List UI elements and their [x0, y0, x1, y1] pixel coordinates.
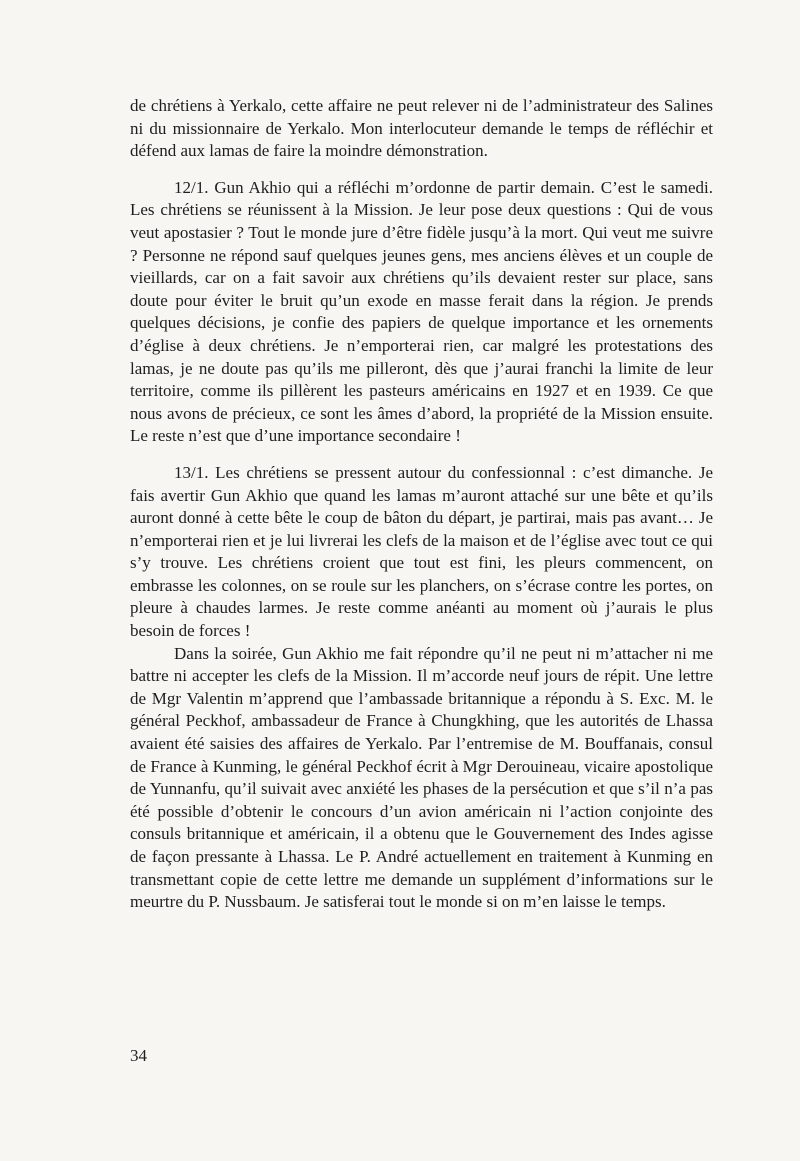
page-number: 34	[130, 1046, 147, 1065]
paragraph-4: Dans la soirée, Gun Akhio me fait répondre qu’il ne peut ni m’attacher ni me battre ni accepter les clefs de la Mission. Il m’accorde neuf jours de répit. Une lettre de Mgr Valentin m’apprend que l’ambassade britannique a répondu à S. Exc. M. le général Peckhof, ambassadeur de France à Chungkhing, que les autorités de Lhassa avaient été saisies des affaires de Yerkalo. Par l’entremise de M. Bouffanais, consul de France à Kunming, le général Peckhof écrit à Mgr Derouineau, vicaire apostolique de Yunnanfu, qu’il suivait avec anxiété les phases de la persécution et que s’il n’a pas été possible d’obtenir le concours d’un avion américain ni l’action conjointe des consuls britannique et américain, il a obtenu que le Gouvernement des Indes agisse de façon pressante à Lhassa. Le P. André actuellement en traitement à Kunming en transmettant copie de cette lettre me demande un supplément d’informations sur le meurtre du P. Nussbaum. Je satisferai tout le monde si on m’en laisse le temps.	[130, 643, 713, 912]
paragraph-2: 12/1. Gun Akhio qui a réfléchi m’ordonne de partir demain. C’est le samedi. Les chrétiens se réunissent à la Mission. Je leur pose deux questions : Qui de vous veut apostasier ? Tout le monde jure d’être fidèle jusqu’à la mort. Qui veut me suivre ? Personne ne répond sauf quelques jeunes gens, mes anciens élèves et un couple de vieillards, car on a fait savoir aux chrétiens qu’ils devaient rester sur place, sans doute pour éviter le bruit qu’un exode en masse ferait dans la région. Je prends quelques décisions, je confie des papiers de quelque importance et les ornements d’église à deux chrétiens. Je n’emporterai rien, car malgré les protestations des lamas, je ne doute pas qu’ils me pilleront, dès que j’aurai franchi la limite de leur territoire, comme ils pillèrent les pasteurs américains en 1927 et en 1939. Ce que nous avons de précieux, ce sont les âmes d’abord, la propriété de la Mission ensuite. Le reste n’est que d’une importance secondaire !	[130, 177, 713, 446]
paragraph-1: de chrétiens à Yerkalo, cette affaire ne peut relever ni de l’administrateur des Salines ni du missionnaire de Yerkalo. Mon interlocuteur demande le temps de réfléchir et défend aux lamas de faire la moindre démonstration.	[130, 96, 713, 161]
page-body	[130, 95, 713, 914]
paragraph-3: 13/1. Les chrétiens se pressent autour du confessionnal : c’est dimanche. Je fais avertir Gun Akhio que quand les lamas m’auront attaché sur une bête et qu’ils auront donné à cette bête le coup de bâton du départ, je partirai, mais pas avant… Je n’emporterai rien et je lui livrerai les clefs de la maison et de l’église avec tout ce qui s’y trouve. Les chrétiens croient que tout est fini, les pleurs commencent, on embrasse les colonnes, on se roule sur les planchers, on s’écrase contre les portes, on pleure à chaudes larmes. Je reste comme anéanti au moment où j’aurais le plus besoin de forces !	[130, 462, 713, 641]
